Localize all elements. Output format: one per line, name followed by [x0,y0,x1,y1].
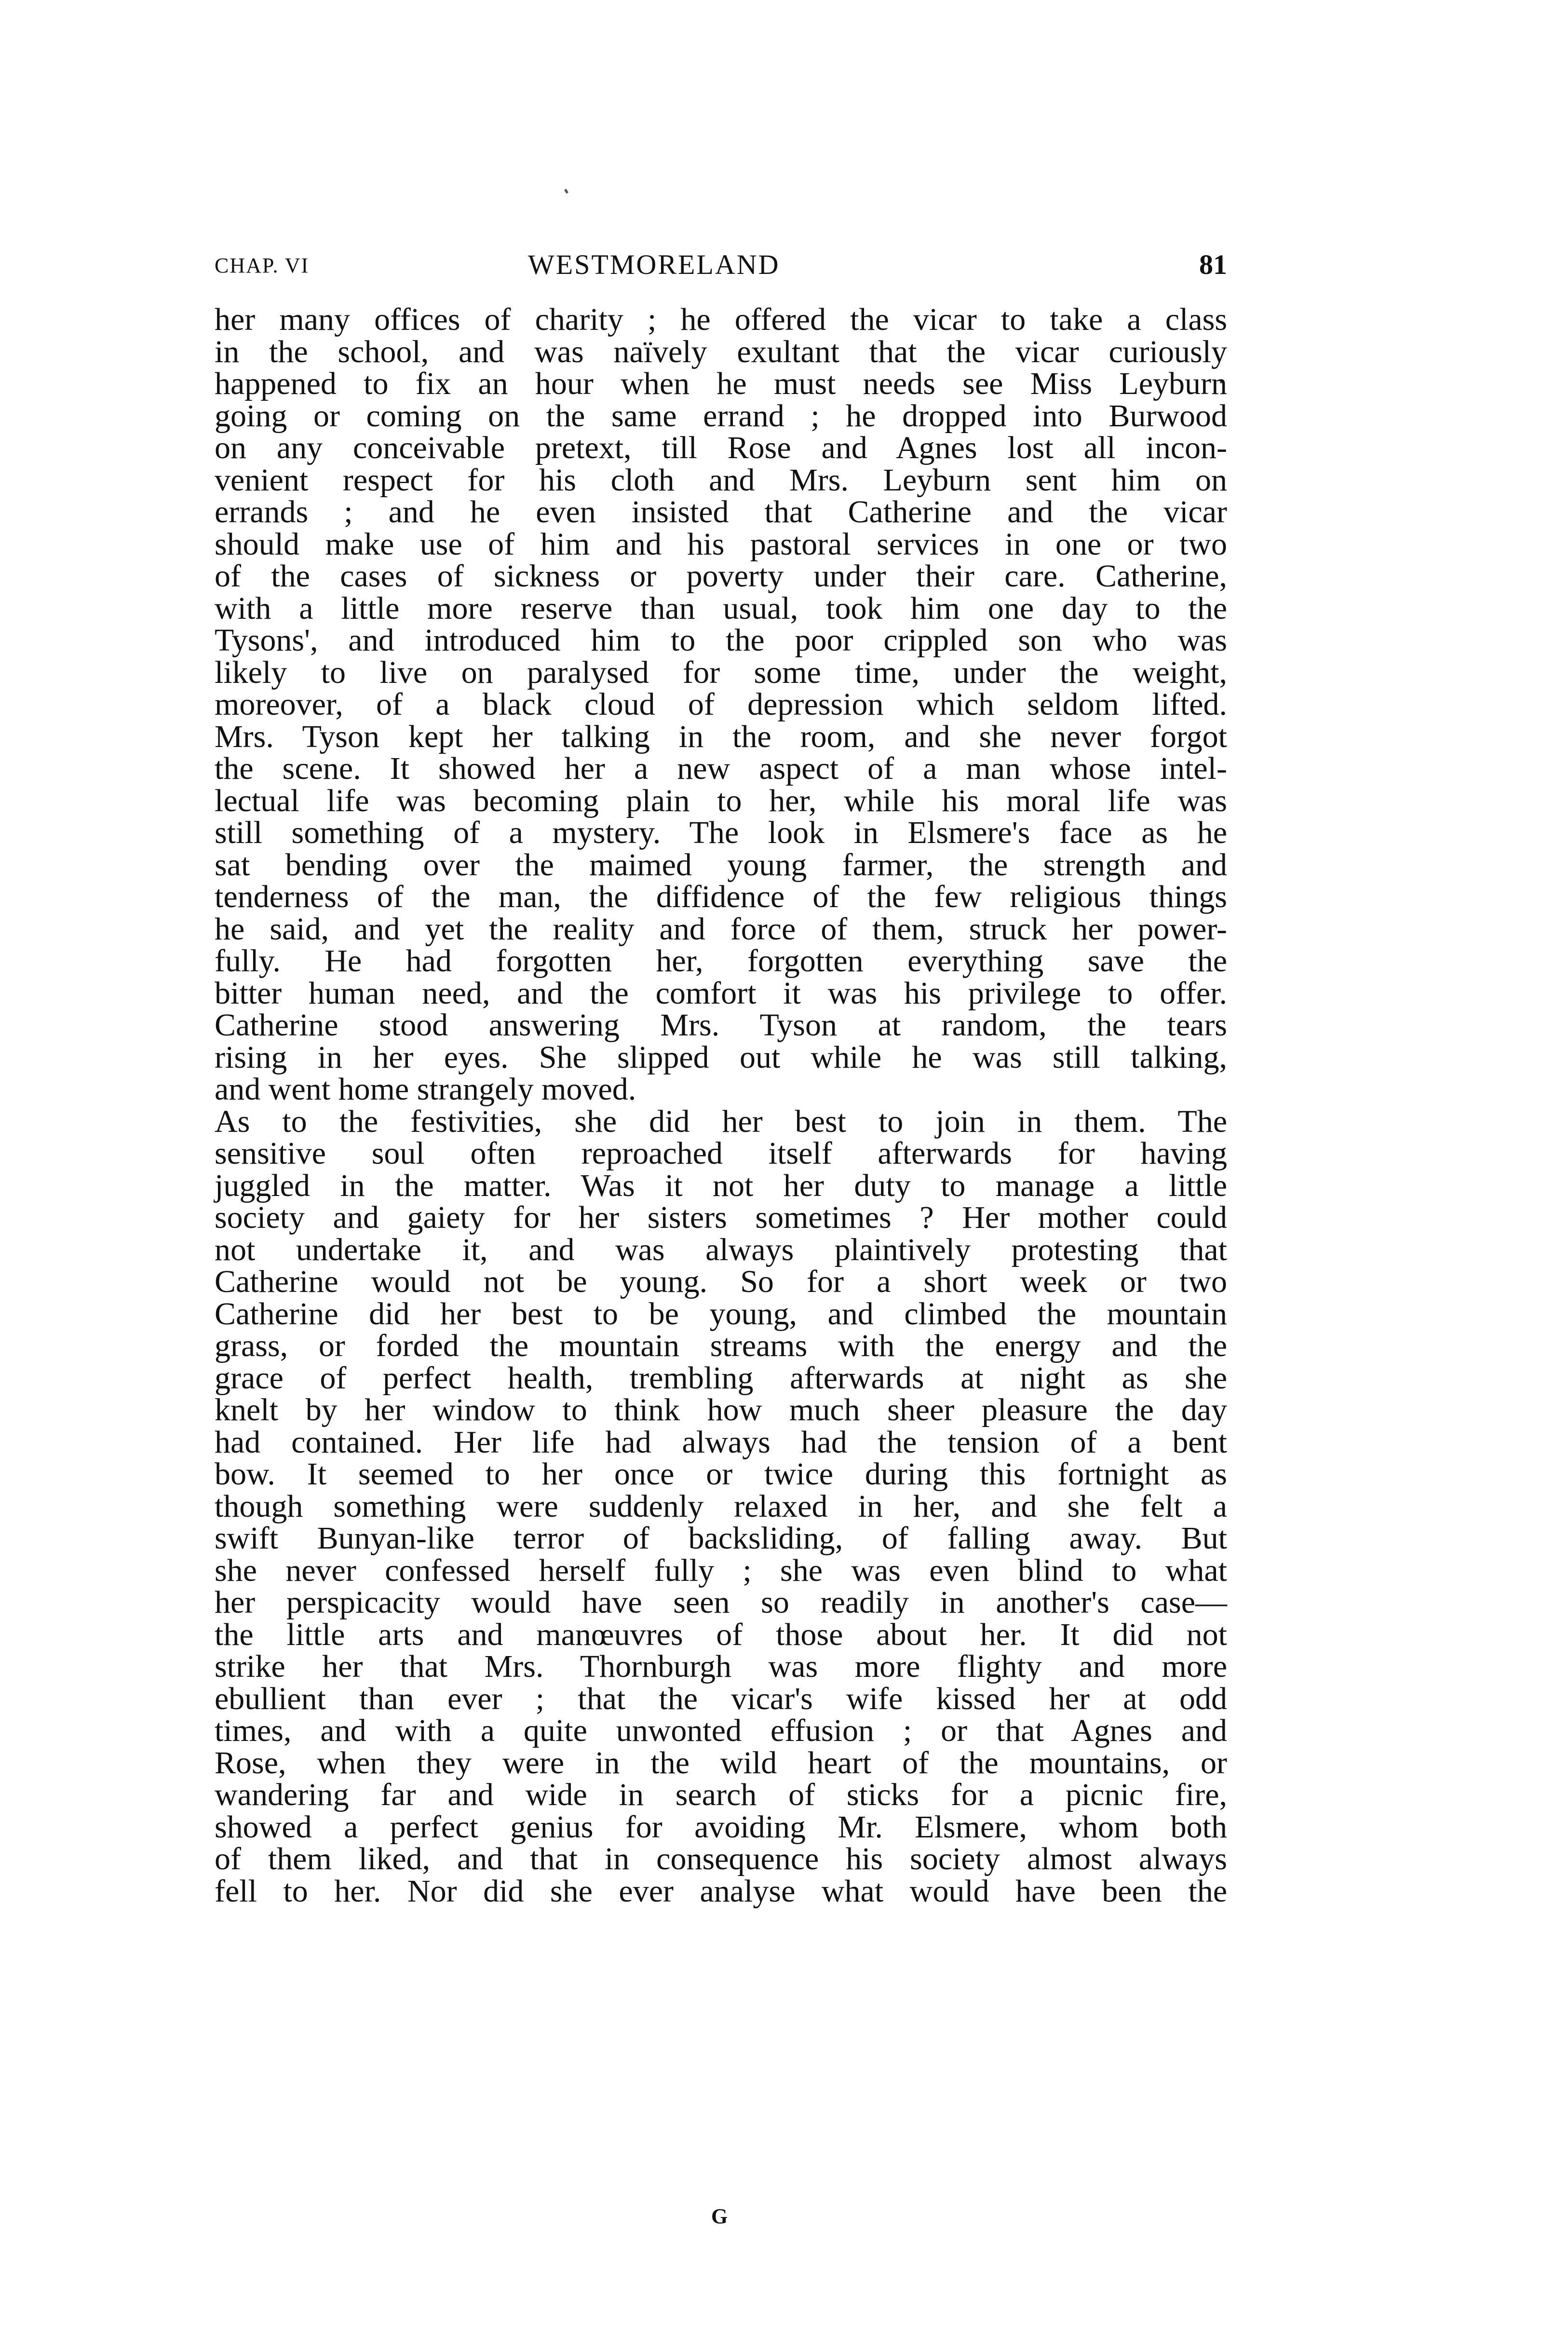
text-line: juggled in the matter. Was it not her duty to manage a little [215,1168,1227,1203]
text-line: she never confessed herself fully ; she was even blind to what [215,1552,1227,1588]
page-number: 81 [1199,249,1227,280]
text-line: happened to fix an hour when he must needs see Miss Leyburn [215,366,1227,401]
text-line: errands ; and he even insisted that Catherine and the vicar [215,494,1227,530]
text-line: of the cases of sickness or poverty under their care. Catherine, [215,558,1227,594]
text-line: tenderness of the man, the diffidence of the few religious things [215,879,1227,914]
text-line: swift Bunyan-like terror of backsliding, of falling away. But [215,1521,1227,1556]
text-line: showed a perfect genius for avoiding Mr. Elsmere, whom both [215,1809,1227,1845]
text-line: Mrs. Tyson kept her talking in the room, and she never forgot [215,719,1227,754]
text-line: bow. It seemed to her once or twice during this fortnight as [215,1456,1227,1492]
text-line: sat bending over the maimed young farmer, the strength and [215,847,1227,883]
text-line: of them liked, and that in consequence his society almost always [215,1841,1227,1876]
text-line: knelt by her window to think how much sheer pleasure the day [215,1392,1227,1428]
text-line: fully. He had forgotten her, forgotten everything save the [215,943,1227,979]
text-line: her perspicacity would have seen so readily in another's case— [215,1585,1227,1620]
text-line: not undertake it, and was always plaintively protesting that [215,1232,1227,1267]
text-line: her many offices of charity ; he offered the vicar to take a class [215,302,1227,337]
text-line: the scene. It showed her a new aspect of a man whose intel- [215,751,1227,786]
text-line: venient respect for his cloth and Mrs. Leyburn sent him on [215,462,1227,498]
text-line: lectual life was becoming plain to her, while his moral life was [215,783,1227,818]
text-line: going or coming on the same errand ; he dropped into Burwood [215,398,1227,434]
text-line: Rose, when they were in the wild heart of the mountains, or [215,1745,1227,1781]
text-line: fell to her. Nor did she ever analyse what would have been the [215,1873,1227,1909]
text-line: though something were suddenly relaxed in her, and she felt a [215,1488,1227,1524]
text-line: wandering far and wide in search of sticks for a picnic fire, [215,1777,1227,1812]
paper-speck [564,189,568,193]
running-head [215,248,1227,292]
text-line: grass, or forded the mountain streams with the energy and the [215,1328,1227,1363]
text-line: the little arts and manœuvres of those about her. It did not [215,1617,1227,1652]
text-line: society and gaiety for her sisters sometimes ? Her mother could [215,1200,1227,1235]
text-line: in the school, and was naïvely exultant that the vicar curiously [215,334,1227,369]
text-line-paragraph-end: and went home strangely moved. [215,1072,636,1107]
text-line: strike her that Mrs. Thornburgh was more flighty and more [215,1649,1227,1684]
text-line: Catherine would not be young. So for a short week or two [215,1264,1227,1299]
text-line: Catherine stood answering Mrs. Tyson at random, the tears [215,1007,1227,1043]
text-line: grace of perfect health, trembling afterwards at night as she [215,1360,1227,1396]
text-line: bitter human need, and the comfort it was his privilege to offer. [215,975,1227,1011]
text-line: As to the festivities, she did her best to join in them. The [215,1103,1227,1139]
text-line: times, and with a quite unwonted effusion ; or that Agnes and [215,1713,1227,1748]
text-line: ebullient than ever ; that the vicar's wife kissed her at odd [215,1681,1227,1716]
signature-mark: G [711,2204,728,2228]
text-line: Tysons', and introduced him to the poor crippled son who was [215,623,1227,658]
text-line: he said, and yet the reality and force of them, struck her power- [215,911,1227,947]
running-title: WESTMORELAND [528,249,780,280]
chapter-label: CHAP. VI [215,254,310,277]
body-text [215,304,1227,1907]
text-line: had contained. Her life had always had the tension of a bent [215,1424,1227,1460]
text-line: with a little more reserve than usual, took him one day to the [215,590,1227,626]
text-line: sensitive soul often reproached itself afterwards for having [215,1136,1227,1171]
text-line: still something of a mystery. The look in Elsmere's face as he [215,815,1227,850]
text-line: likely to live on paralysed for some time, under the weight, [215,654,1227,690]
text-line: on any conceivable pretext, till Rose and Agnes lost all incon- [215,430,1227,465]
text-line: should make use of him and his pastoral services in one or two [215,526,1227,562]
text-line: rising in her eyes. She slipped out while he was still talking, [215,1039,1227,1075]
text-line: moreover, of a black cloud of depression which seldom lifted. [215,687,1227,722]
text-line: Catherine did her best to be young, and climbed the mountain [215,1296,1227,1332]
